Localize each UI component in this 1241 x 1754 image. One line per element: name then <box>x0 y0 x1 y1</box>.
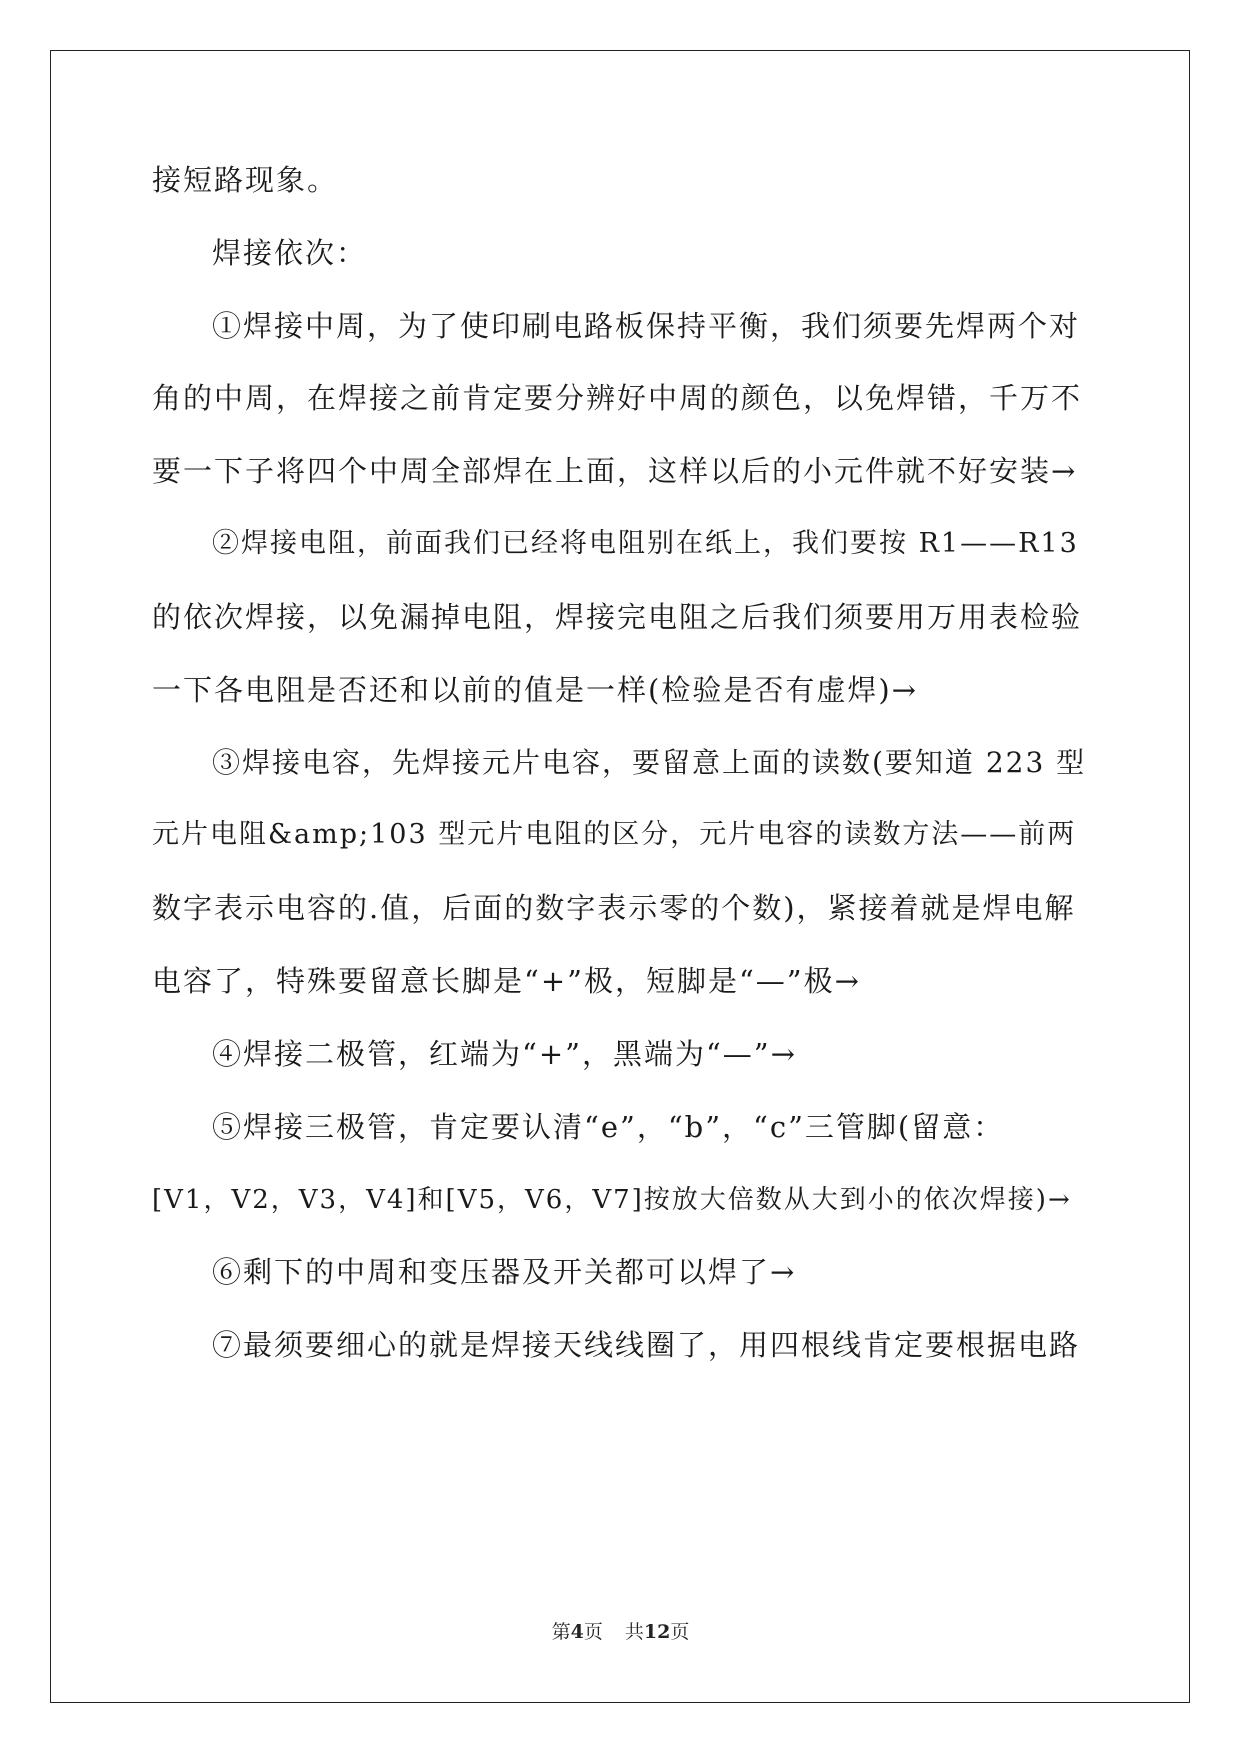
text-line: 焊接依次： <box>212 236 368 270</box>
text-line: 一下各电阻是否还和以前的值是一样(检验是否有虚焊)→ <box>152 673 918 707</box>
text-line: 的依次焊接，以免漏掉电阻，焊接完电阻之后我们须要用万用表检验 <box>152 600 1083 634</box>
page-footer <box>0 1620 1241 1644</box>
text-line: 要一下子将四个中周全部焊在上面，这样以后的小元件就不好安装→ <box>152 454 1078 488</box>
footer-page-suffix: 页 <box>583 1621 603 1643</box>
text-line: 元片电阻&amp;103 型元片电阻的区分，元片电容的读数方法——前两 <box>152 819 1077 850</box>
text-line: 数字表示电容的.值，后面的数字表示零的个数)，紧接着就是焊电解 <box>152 891 1076 925</box>
text-line: ⑤焊接三极管，肯定要认清“e”，“b”，“c”三管脚(留意： <box>212 1110 1005 1144</box>
text-line: ⑥剩下的中周和变压器及开关都可以焊了→ <box>212 1255 797 1289</box>
text-line: ④焊接二极管，红端为“+”，黑端为“—”→ <box>212 1037 797 1071</box>
text-line: ②焊接电阻，前面我们已经将电阻别在纸上，我们要按 R1——R13 <box>212 528 1079 559</box>
current-page-number: 4 <box>570 1621 584 1643</box>
total-page-count: 12 <box>643 1621 671 1643</box>
footer-total-suffix: 页 <box>670 1621 690 1643</box>
footer-prefix: 第 <box>551 1621 571 1643</box>
text-line: 电容了，特殊要留意长脚是“+”极，短脚是“—”极→ <box>152 964 861 998</box>
text-line: [V1，V2，V3，V4]和[V5，V6，V7]按放大倍数从大到小的依次焊接)→ <box>152 1185 1072 1215</box>
text-line: 接短路现象。 <box>152 163 339 197</box>
footer-total-prefix: 共 <box>624 1621 644 1643</box>
text-line: ①焊接中周，为了使印刷电路板保持平衡，我们须要先焊两个对 <box>212 309 1081 343</box>
text-line: 角的中周，在焊接之前肯定要分辨好中周的颜色，以免焊错，千万不 <box>152 381 1083 415</box>
text-line: ③焊接电容，先焊接元片电容，要留意上面的读数(要知道 223 型 <box>212 746 1087 779</box>
page-border <box>50 50 1190 1703</box>
text-line: ⑦最须要细心的就是焊接天线线圈了，用四根线肯定要根据电路 <box>212 1328 1081 1362</box>
